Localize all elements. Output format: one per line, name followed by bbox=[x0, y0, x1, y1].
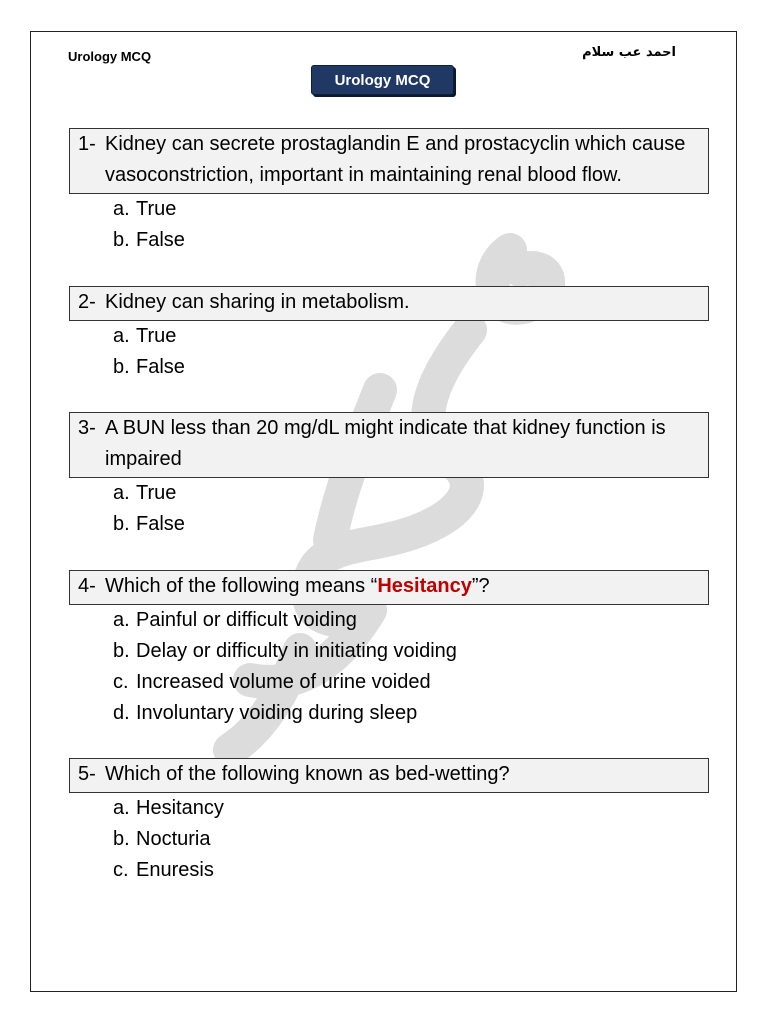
highlighted-term: Hesitancy bbox=[377, 575, 472, 597]
option[interactable] bbox=[69, 824, 709, 855]
option[interactable] bbox=[69, 352, 709, 383]
question-number: 5- bbox=[78, 763, 96, 785]
header-left-label: Urology MCQ bbox=[68, 49, 152, 64]
question-1 bbox=[69, 128, 709, 256]
question-5 bbox=[69, 758, 709, 886]
option-letter: b. bbox=[113, 640, 130, 662]
option[interactable] bbox=[69, 194, 709, 225]
option[interactable] bbox=[69, 793, 709, 824]
question-number: 3- bbox=[78, 417, 96, 439]
question-text: A BUN less than 20 mg/dL might indicate that kidney function is impaired bbox=[105, 417, 666, 470]
option-letter: b. bbox=[113, 356, 130, 378]
question-text-after: ”? bbox=[471, 575, 490, 597]
option-letter: a. bbox=[113, 325, 130, 347]
question-number: 2- bbox=[78, 291, 96, 313]
question-2 bbox=[69, 286, 709, 383]
page-title: Urology MCQ bbox=[311, 65, 454, 95]
question-box bbox=[69, 128, 709, 194]
option-list bbox=[69, 793, 709, 886]
question-text bbox=[105, 571, 700, 602]
question-number: 1- bbox=[78, 133, 96, 155]
option-text: False bbox=[136, 356, 185, 378]
option-text: False bbox=[136, 229, 185, 251]
option-letter: a. bbox=[113, 797, 130, 819]
option-text: True bbox=[136, 198, 177, 220]
option-letter: b. bbox=[113, 828, 130, 850]
option-letter: a. bbox=[113, 482, 130, 504]
option[interactable] bbox=[69, 605, 709, 636]
option-letter: c. bbox=[113, 671, 129, 693]
question-box bbox=[69, 758, 709, 793]
option[interactable] bbox=[69, 698, 709, 729]
option-text: False bbox=[136, 513, 185, 535]
option-letter: c. bbox=[113, 859, 129, 881]
option[interactable] bbox=[69, 509, 709, 540]
option[interactable] bbox=[69, 225, 709, 256]
option-text: Increased volume of urine voided bbox=[136, 671, 431, 693]
option[interactable] bbox=[69, 636, 709, 667]
option-text: Nocturia bbox=[136, 828, 211, 850]
option-text: Delay or difficulty in initiating voiding bbox=[136, 640, 457, 662]
question-text: Kidney can secrete prostaglandin E and prostacyclin which cause vasoconstriction, important in maintaining renal blood flow. bbox=[105, 133, 686, 186]
option-list bbox=[69, 478, 709, 540]
option-text: Painful or difficult voiding bbox=[136, 609, 357, 631]
option-list bbox=[69, 194, 709, 256]
question-4 bbox=[69, 570, 709, 729]
option-text: True bbox=[136, 325, 177, 347]
option[interactable] bbox=[69, 478, 709, 509]
question-box bbox=[69, 412, 709, 478]
question-number: 4- bbox=[78, 575, 96, 597]
option[interactable] bbox=[69, 321, 709, 352]
question-text: Kidney can sharing in metabolism. bbox=[105, 291, 410, 313]
option-letter: b. bbox=[113, 513, 130, 535]
question-box bbox=[69, 286, 709, 321]
option-letter: a. bbox=[113, 198, 130, 220]
option-text: True bbox=[136, 482, 177, 504]
option-text: Involuntary voiding during sleep bbox=[136, 702, 418, 724]
question-text: Which of the following known as bed-wetting? bbox=[105, 763, 510, 785]
option-list bbox=[69, 605, 709, 729]
question-text-before: Which of the following means “ bbox=[105, 575, 378, 597]
question-3 bbox=[69, 412, 709, 540]
question-box bbox=[69, 570, 709, 605]
option-letter: a. bbox=[113, 609, 130, 631]
option-text: Hesitancy bbox=[136, 797, 224, 819]
option-letter: d. bbox=[113, 702, 130, 724]
option[interactable] bbox=[69, 855, 709, 886]
option-letter: b. bbox=[113, 229, 130, 251]
author-name: احمد عب سلام bbox=[582, 45, 676, 60]
option-text: Enuresis bbox=[136, 859, 214, 881]
option-list bbox=[69, 321, 709, 383]
option[interactable] bbox=[69, 667, 709, 698]
